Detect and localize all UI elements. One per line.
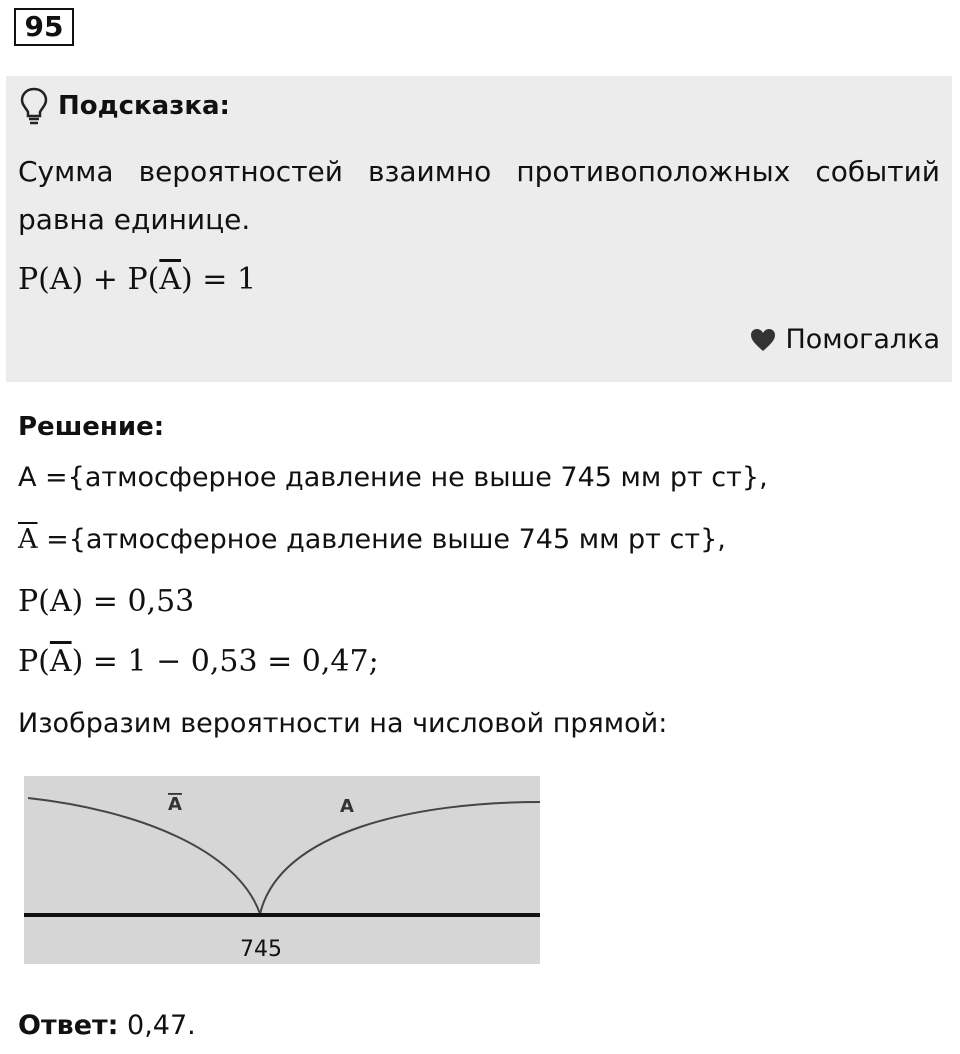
brand [749, 324, 940, 355]
hint-header [18, 86, 230, 126]
number-line-diagram [18, 770, 548, 970]
hint-title: Подсказка: [58, 91, 230, 121]
solution-line-1: A ={атмосферное давление не выше 745 мм рт ст}, [18, 462, 768, 493]
hint-formula: $P(A) + P(\overline{A}) = 1$ [18, 262, 257, 297]
answer-label: Ответ: [18, 1010, 119, 1041]
answer [18, 1010, 196, 1041]
hint-text: Сумма вероятностей взаимно противоположных событий равна единице. [18, 155, 940, 236]
answer-value: 0,47. [118, 1010, 196, 1041]
label-not-a: A [168, 794, 182, 815]
heart-icon [749, 327, 777, 353]
label-a: A [340, 796, 354, 817]
math-line-1: P(A) = 0,53 [18, 584, 195, 619]
math-line-2: $P(\overline{A}) = 1 - 0,53 = 0,47$; [18, 644, 379, 679]
tick-label: 745 [240, 937, 282, 962]
diagram-intro: Изобразим вероятности на числовой прямой: [18, 708, 668, 739]
solution-title: Решение: [18, 412, 165, 442]
brand-label: Помогалка [785, 324, 940, 355]
solution-line-2: $\overline{A}$ ={атмосферное давление выше 745 мм рт ст}, [18, 524, 726, 555]
lightbulb-icon [18, 86, 50, 126]
hint-box [6, 76, 952, 382]
problem-number: 95 [14, 8, 74, 46]
